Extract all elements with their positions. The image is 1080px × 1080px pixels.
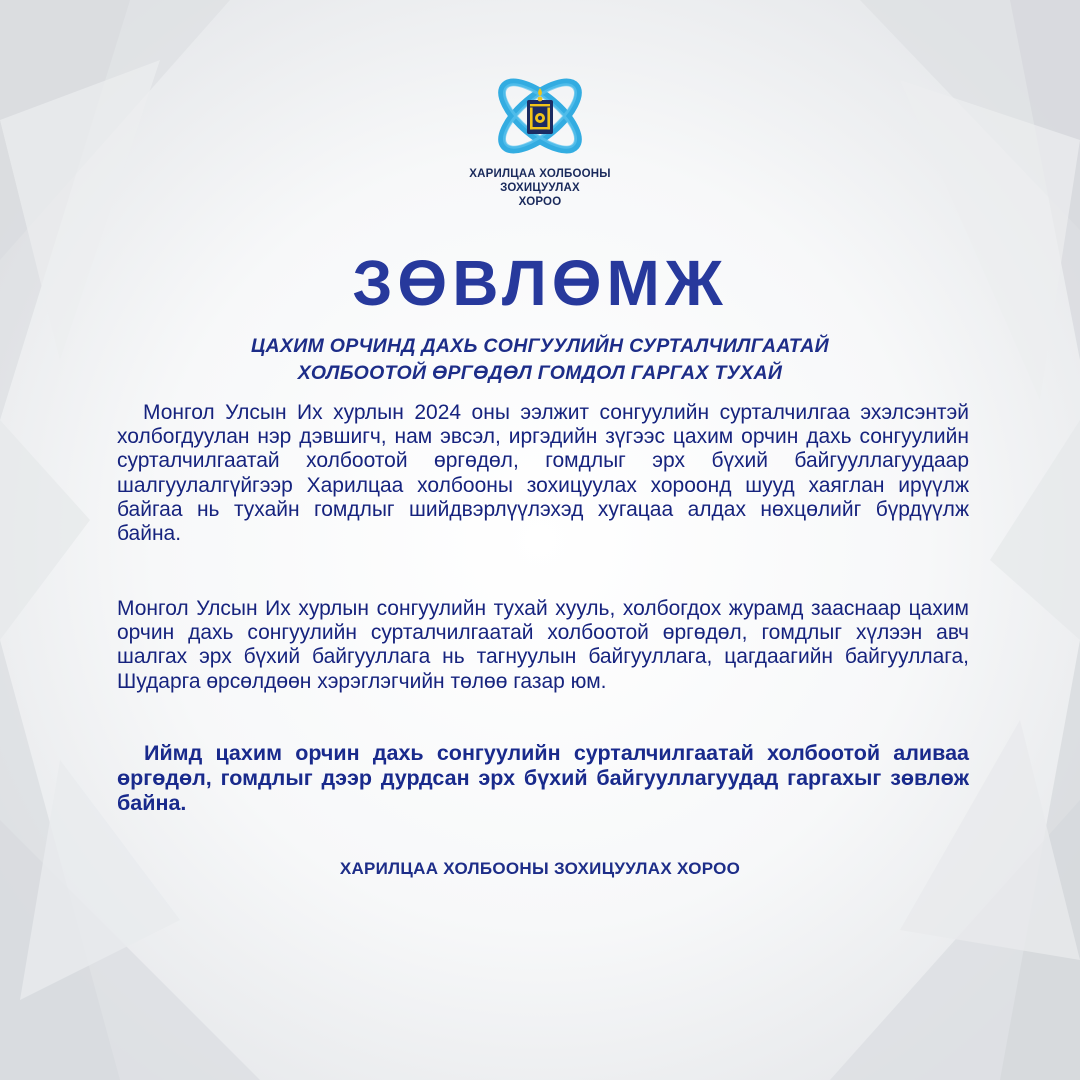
logo-org-name-line: ЗОХИЦУУЛАХ xyxy=(500,182,580,194)
subtitle xyxy=(100,333,980,387)
logo-org-name-line: ХОРОО xyxy=(518,196,562,208)
footer-signature: ХАРИЛЦАА ХОЛБООНЫ ЗОХИЦУУЛАХ ХОРОО xyxy=(339,859,741,878)
body-paragraph-2: Монгол Улсын Их хурлын сонгуулийн тухай хууль, холбогдох журамд зааснаар цахим орчин дахь сонгуулийн сурталчилгаатай холбоотой өргөдөл, гомдлыг хүлээн авч шалгах эрх бүхий байгууллага нь тагнуулын байгууллага, цагдаагийн байгууллага, Шударга өрсөлдөөн хэрэглэгчийн төлөө газар юм. xyxy=(117,597,969,693)
page-title: ЗӨВЛӨМЖ xyxy=(352,247,728,319)
subtitle-line: ХОЛБООТОЙ ӨРГӨДӨЛ ГОМДОЛ ГАРГАХ ТУХАЙ xyxy=(297,362,783,384)
soyombo-atom-emblem-icon xyxy=(487,66,593,164)
subtitle-line: ЦАХИМ ОРЧИНД ДАХЬ СОНГУУЛИЙН СУРТАЛЧИЛГААТАЙ xyxy=(251,335,829,357)
recommendation-paragraph: Иймд цахим орчин дахь сонгуулийн сурталчилгаатай холбоотой аливаа өргөдөл, гомдлыг дээр дурдсан эрх бүхий байгууллагуудад гаргахыг зөвлөж байна. xyxy=(117,741,969,815)
body-paragraph-1: Монгол Улсын Их хурлын 2024 оны ээлжит сонгуулийн сурталчилгаа эхэлсэнтэй холбогдуулан нэр дэвшигч, нам эвсэл, иргэдийн зүгээс цахим орчин дахь сонгуулийн сурталчилгаатай холбоотой өргөдөл, гомдлыг эрх бүхий байгууллагуудаар шалгуулалгүйгээр Харилцаа холбооны зохицуулах хороонд шууд хаяглан ирүүлж байгаа нь тухайн гомдлыг шийдвэрлүүлэхэд хугацаа алдах нөхцөлийг бүрдүүлж байна. xyxy=(117,401,969,546)
logo-org-name-line: ХАРИЛЦАА ХОЛБООНЫ xyxy=(469,168,611,180)
logo-org-name xyxy=(420,167,660,209)
